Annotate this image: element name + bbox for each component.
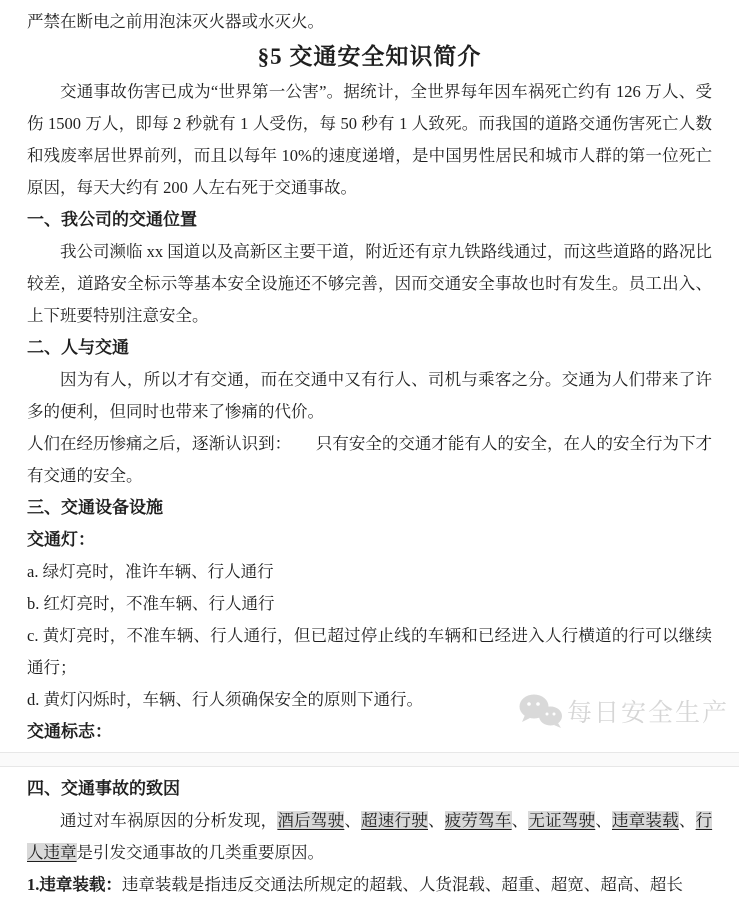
section2-paragraph-2: 人们在经历惨痛之后，逐渐认识到： 只有安全的交通才能有人的安全，在人的安全行为下才有交通的安全。 <box>27 434 712 485</box>
accident-causes-paragraph <box>27 805 712 869</box>
section-heading-traffic-equipment: 三、交通设备设施 <box>27 498 163 517</box>
watermark-label: 每日安全生产 <box>566 700 729 727</box>
section2-paragraph-1: 因为有人，所以才有交通，而在交通中又有行人、司机与乘客之分。交通为人们带来了许多的便利，但同时也带来了惨痛的代价。 <box>27 370 712 421</box>
illegal-loading-text: 违章装载是指违反交通法所规定的超载、人货混载、超重、超宽、超高、超长 <box>121 875 683 894</box>
separator: 、 <box>678 811 696 830</box>
separator: 、 <box>344 811 362 830</box>
causes-prefix: 通过对车祸原因的分析发现， <box>60 811 278 830</box>
cause-term-fatigued-driving: 疲劳驾车 <box>444 811 512 830</box>
page-title: §5 交通安全知识简介 <box>257 44 482 69</box>
cause-term-illegal-loading: 违章装载 <box>611 811 679 830</box>
traffic-light-item-d: d. 黄灯闪烁时，车辆、行人须确保安全的原则下通行。 <box>27 690 423 709</box>
page-break-divider <box>0 752 739 767</box>
causes-suffix: 是引发交通事故的几类重要原因。 <box>76 843 324 862</box>
cause-term-unlicensed-driving: 无证驾驶 <box>528 811 596 830</box>
traffic-light-item-b: b. 红灯亮时，不准车辆、行人通行 <box>27 594 275 613</box>
illegal-loading-label: 1.违章装载： <box>27 875 122 894</box>
intro-line: 严禁在断电之前用泡沫灭火器或水灭火。 <box>27 12 324 31</box>
traffic-lights-label: 交通灯： <box>27 530 95 549</box>
lead-paragraph: 交通事故伤害已成为“世界第一公害”。据统计，全世界每年因车祸死亡约有 126 万人、受伤 1500 万人，即每 2 秒就有 1 人受伤，每 50 秒有 1 人致死。而我国的道路交通伤害死亡人数和残废率居世界前列，而且以每年 10%的速度递增，是中国男性居民和城市人群的第一位死亡原因，每天大约有 200 人左右死于交通事故。 <box>27 82 712 197</box>
cause-term-pedestrian-violation: 行人违章 <box>27 811 713 862</box>
separator: 、 <box>595 811 612 830</box>
section1-paragraph: 我公司濒临 xx 国道以及高新区主要干道，附近还有京九铁路线通过，而这些道路的路况比较差，道路安全标示等基本安全设施还不够完善，因而交通安全事故也时有发生。员工出入、上下班要特别注意安全。 <box>27 242 712 325</box>
cause-term-speeding: 超速行驶 <box>361 811 428 830</box>
illegal-loading-item <box>27 869 712 901</box>
separator: 、 <box>427 811 445 830</box>
section-heading-accident-causes: 四、交通事故的致因 <box>27 779 180 798</box>
separator: 、 <box>511 811 529 830</box>
section-heading-company-location: 一、我公司的交通位置 <box>27 210 197 229</box>
traffic-light-item-a: a. 绿灯亮时，准许车辆、行人通行 <box>27 562 274 581</box>
traffic-signs-label: 交通标志： <box>27 722 112 741</box>
cause-term-drunk-driving: 酒后驾驶 <box>277 811 345 830</box>
traffic-light-item-c: c. 黄灯亮时，不准车辆、行人通行，但已超过停止线的车辆和已经进入人行横道的行可以继续通行； <box>27 626 712 677</box>
section-heading-people-and-traffic: 二、人与交通 <box>27 338 129 357</box>
